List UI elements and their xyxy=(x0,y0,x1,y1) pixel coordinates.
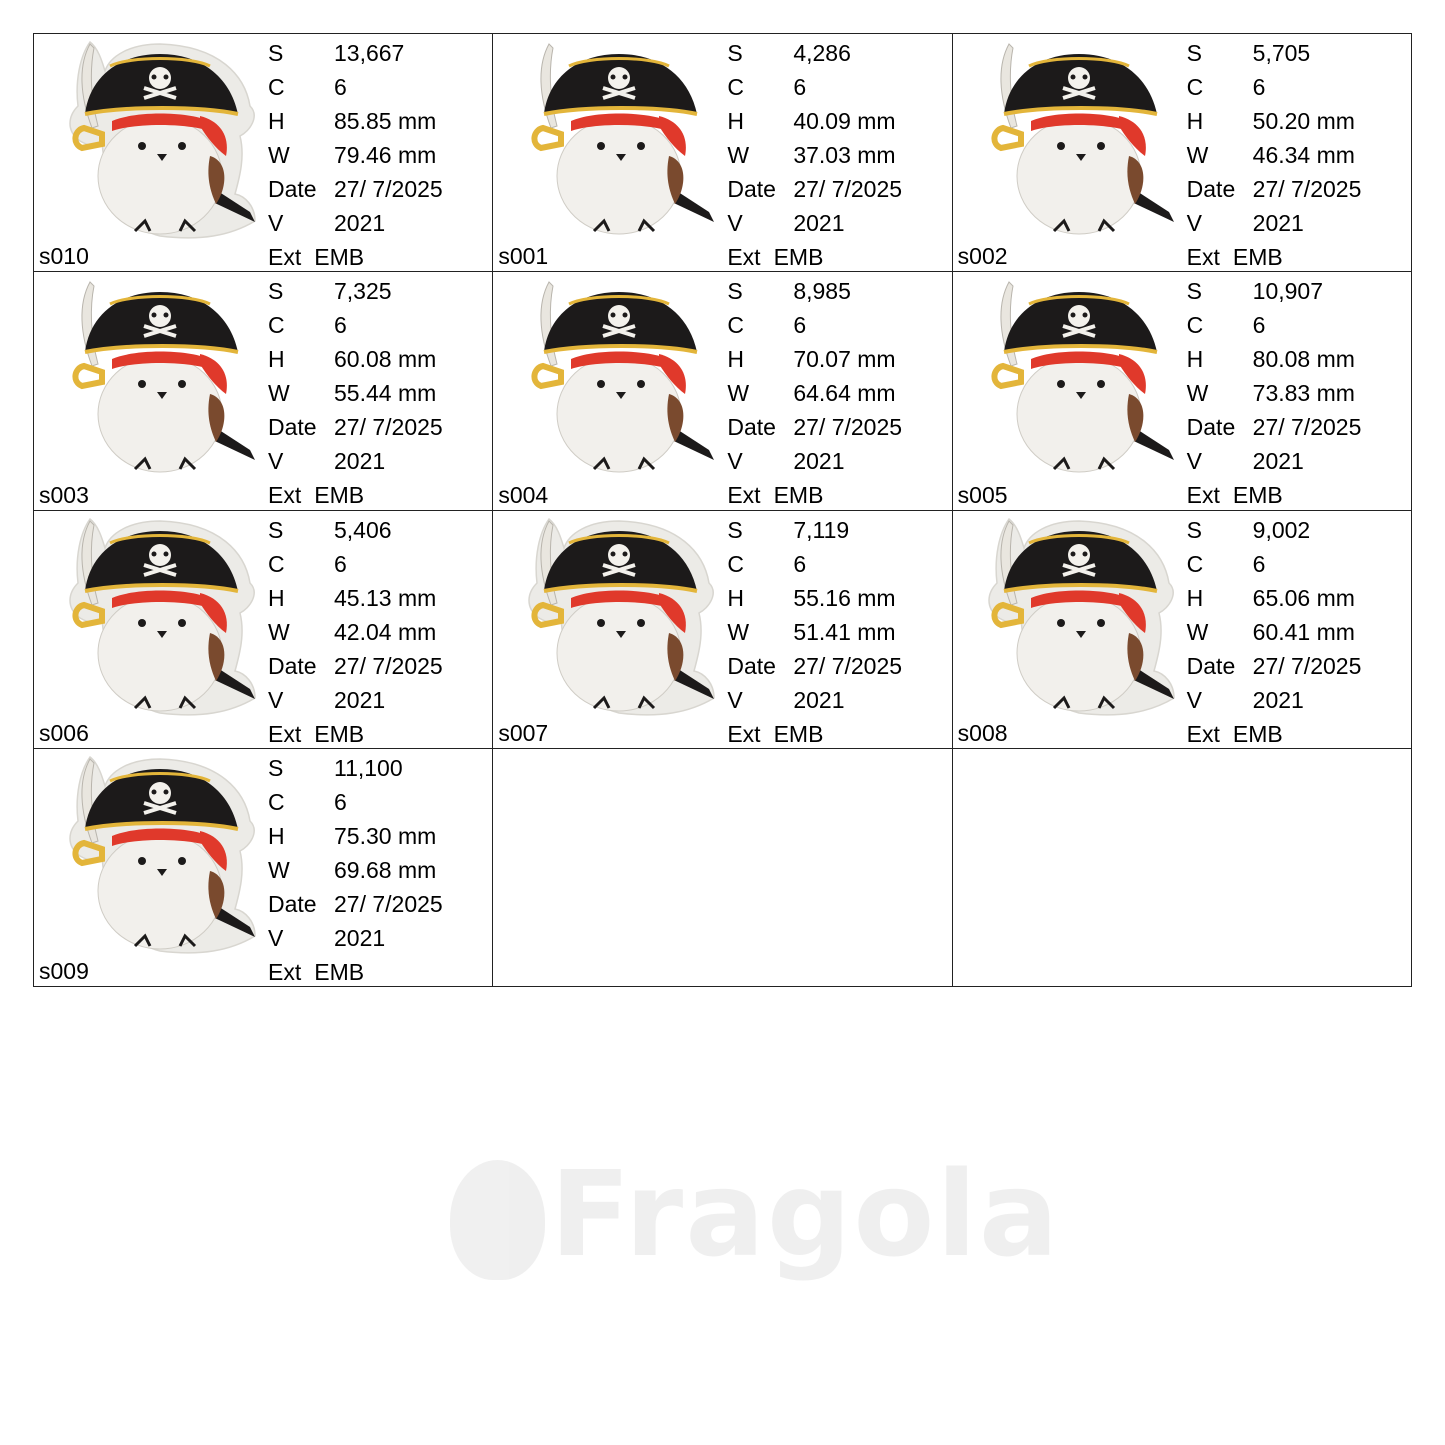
spec-value: 27/ 7/2025 xyxy=(793,176,903,202)
spec-row-ext xyxy=(727,717,902,749)
spec-label: Ext xyxy=(727,720,761,747)
pirate-bird-thumbnail xyxy=(969,36,1184,241)
spec-row-date xyxy=(1187,649,1362,683)
spec-value: EMB xyxy=(773,244,824,270)
spec-value: 69.68 mm xyxy=(334,856,437,883)
spec-value: 79.46 mm xyxy=(334,142,437,168)
spec-value: 5,705 xyxy=(1252,40,1311,66)
spec-row-ext xyxy=(268,478,443,510)
spec-row-date xyxy=(1187,172,1362,206)
spec-label: S xyxy=(268,40,284,66)
spec-row-h xyxy=(727,104,902,138)
spec-label: W xyxy=(727,142,750,168)
spec-label: W xyxy=(268,856,290,883)
spec-label: H xyxy=(1186,584,1204,611)
spec-value: EMB xyxy=(314,244,365,270)
design-id: s007 xyxy=(498,719,549,746)
spec-label: V xyxy=(1186,686,1202,713)
design-id: s003 xyxy=(39,481,89,508)
spec-label: Date xyxy=(1186,652,1236,679)
watermark-text: Fragola xyxy=(550,1145,1061,1283)
design-specs xyxy=(268,751,443,987)
spec-value: 6 xyxy=(793,74,807,100)
spec-value: 40.09 mm xyxy=(793,108,896,134)
spec-row-h xyxy=(268,581,443,615)
spec-value: 5,406 xyxy=(334,516,392,543)
spec-label: V xyxy=(268,924,284,951)
spec-row-h xyxy=(1187,104,1362,138)
spec-value: 6 xyxy=(1252,312,1266,339)
design-specs xyxy=(727,274,902,510)
spec-value: 80.08 mm xyxy=(1252,346,1355,373)
spec-label: W xyxy=(268,618,290,645)
spec-row-s xyxy=(1187,274,1362,308)
design-card xyxy=(953,272,1412,510)
spec-row-w xyxy=(1187,615,1362,649)
spec-row-w xyxy=(1187,376,1362,410)
spec-row-ext xyxy=(727,478,902,510)
spec-row-c xyxy=(1187,547,1362,581)
spec-label: Ext xyxy=(268,482,302,509)
pirate-bird-thumbnail xyxy=(50,36,265,241)
spec-row-v xyxy=(268,683,443,717)
spec-row-s xyxy=(268,513,443,547)
spec-label: S xyxy=(727,278,743,305)
spec-value: 50.20 mm xyxy=(1252,108,1355,134)
spec-label: W xyxy=(1186,618,1209,645)
spec-label: Date xyxy=(268,414,317,441)
pirate-bird-thumbnail xyxy=(969,274,1184,479)
spec-row-v xyxy=(727,206,902,240)
spec-row-date xyxy=(1187,410,1362,444)
spec-row-h xyxy=(727,581,902,615)
spec-row-s xyxy=(268,274,443,308)
spec-label: Ext xyxy=(268,958,302,985)
spec-label: V xyxy=(1186,210,1202,236)
design-card xyxy=(34,34,493,272)
strawberry-logo-icon xyxy=(450,1160,545,1280)
spec-value: 13,667 xyxy=(334,40,405,66)
spec-row-date xyxy=(268,887,443,921)
spec-row-v xyxy=(727,683,902,717)
spec-label: C xyxy=(727,550,744,577)
spec-value: 10,907 xyxy=(1252,278,1324,305)
spec-row-c xyxy=(268,547,443,581)
spec-label: S xyxy=(1186,40,1202,66)
spec-label: Date xyxy=(268,652,317,679)
design-card xyxy=(493,511,952,749)
spec-value: 70.07 mm xyxy=(793,346,896,373)
spec-value: 75.30 mm xyxy=(334,822,437,849)
spec-label: C xyxy=(268,788,285,815)
spec-label: W xyxy=(727,380,750,407)
spec-label: Date xyxy=(727,176,776,202)
design-specs xyxy=(1187,513,1362,749)
spec-label: W xyxy=(268,142,290,168)
spec-row-c xyxy=(727,70,902,104)
spec-value: 42.04 mm xyxy=(334,618,437,645)
spec-value: 2021 xyxy=(793,448,845,475)
spec-label: S xyxy=(1186,516,1202,543)
spec-value: EMB xyxy=(314,958,365,985)
spec-value: 7,119 xyxy=(793,516,850,543)
spec-value: 6 xyxy=(1252,550,1266,577)
spec-row-c xyxy=(268,308,443,342)
spec-row-w xyxy=(268,615,443,649)
spec-value: 27/ 7/2025 xyxy=(793,414,903,441)
spec-row-w xyxy=(727,376,902,410)
spec-value: 27/ 7/2025 xyxy=(1252,414,1362,441)
spec-value: 6 xyxy=(793,550,807,577)
spec-label: Ext xyxy=(727,244,761,270)
spec-value: 64.64 mm xyxy=(793,380,896,407)
spec-value: 51.41 mm xyxy=(793,618,896,645)
spec-row-date xyxy=(268,649,443,683)
spec-label: Ext xyxy=(268,244,302,270)
spec-label: V xyxy=(268,686,284,713)
spec-label: Ext xyxy=(727,482,761,509)
spec-row-s xyxy=(1187,513,1362,547)
design-card xyxy=(493,272,952,510)
design-specs xyxy=(268,274,443,510)
spec-label: Date xyxy=(727,652,776,679)
spec-label: V xyxy=(1186,448,1202,475)
spec-row-h xyxy=(268,104,443,138)
spec-label: Ext xyxy=(1186,482,1220,509)
spec-value: 65.06 mm xyxy=(1252,584,1355,611)
spec-row-v xyxy=(268,206,443,240)
spec-label: H xyxy=(727,108,744,134)
spec-label: Ext xyxy=(1186,244,1220,270)
design-card xyxy=(34,272,493,510)
spec-label: V xyxy=(268,448,284,475)
spec-label: S xyxy=(268,516,284,543)
spec-label: H xyxy=(268,346,285,373)
design-card xyxy=(493,34,952,272)
spec-value: 6 xyxy=(793,312,807,339)
spec-value: 27/ 7/2025 xyxy=(334,176,443,202)
design-card xyxy=(953,34,1412,272)
spec-value: 27/ 7/2025 xyxy=(1252,176,1362,202)
spec-label: V xyxy=(727,686,743,713)
design-grid xyxy=(33,33,1412,987)
spec-row-s xyxy=(727,513,902,547)
spec-label: W xyxy=(268,380,290,407)
design-id: s001 xyxy=(498,243,549,270)
spec-value: 2021 xyxy=(793,210,845,236)
spec-label: H xyxy=(268,584,285,611)
spec-value: 37.03 mm xyxy=(793,142,896,168)
pirate-bird-thumbnail xyxy=(50,513,265,718)
spec-value: 27/ 7/2025 xyxy=(334,890,443,917)
spec-value: 73.83 mm xyxy=(1252,380,1355,407)
spec-row-w xyxy=(1187,138,1362,172)
spec-value: 6 xyxy=(334,74,347,100)
spec-row-ext xyxy=(727,240,902,272)
pirate-bird-thumbnail xyxy=(509,513,724,718)
design-id: s004 xyxy=(498,481,549,508)
spec-value: 9,002 xyxy=(1252,516,1311,543)
spec-row-h xyxy=(1187,581,1362,615)
spec-value: EMB xyxy=(1232,720,1283,747)
spec-row-w xyxy=(268,853,443,887)
spec-row-date xyxy=(727,410,902,444)
spec-value: 55.44 mm xyxy=(334,380,437,407)
design-specs xyxy=(1187,36,1362,272)
empty-cell xyxy=(953,749,1412,987)
spec-row-s xyxy=(268,36,443,70)
spec-value: EMB xyxy=(314,482,365,509)
spec-label: C xyxy=(1186,312,1204,339)
empty-cell xyxy=(493,749,952,987)
spec-row-ext xyxy=(1187,240,1362,272)
spec-value: 7,325 xyxy=(334,278,392,305)
spec-value: 6 xyxy=(334,312,347,339)
spec-label: C xyxy=(268,74,285,100)
pirate-bird-thumbnail xyxy=(509,36,724,241)
spec-label: C xyxy=(1186,550,1204,577)
spec-label: W xyxy=(1186,142,1209,168)
spec-value: 60.08 mm xyxy=(334,346,437,373)
spec-label: Date xyxy=(268,890,317,917)
spec-value: 2021 xyxy=(334,448,386,475)
design-id: s006 xyxy=(39,719,89,746)
design-card xyxy=(953,511,1412,749)
spec-value: 4,286 xyxy=(793,40,851,66)
spec-value: 2021 xyxy=(334,924,386,951)
spec-value: 6 xyxy=(334,788,347,815)
spec-row-date xyxy=(727,649,902,683)
spec-row-w xyxy=(727,615,902,649)
design-specs xyxy=(268,513,443,749)
spec-label: W xyxy=(1186,380,1209,407)
spec-value: 2021 xyxy=(1252,686,1304,713)
spec-label: Ext xyxy=(268,720,302,747)
spec-row-ext xyxy=(1187,478,1362,510)
spec-value: 6 xyxy=(334,550,347,577)
spec-value: 2021 xyxy=(1252,210,1304,236)
spec-row-h xyxy=(727,342,902,376)
spec-row-date xyxy=(727,172,902,206)
spec-row-ext xyxy=(268,955,443,987)
spec-label: C xyxy=(727,74,744,100)
spec-label: Date xyxy=(268,176,317,202)
spec-row-v xyxy=(268,444,443,478)
pirate-bird-thumbnail xyxy=(969,513,1184,718)
spec-value: 2021 xyxy=(1252,448,1304,475)
design-id: s010 xyxy=(39,243,89,270)
spec-row-ext xyxy=(1187,717,1362,749)
spec-value: 55.16 mm xyxy=(793,584,896,611)
spec-row-h xyxy=(1187,342,1362,376)
spec-label: H xyxy=(268,108,285,134)
spec-row-ext xyxy=(268,717,443,749)
design-specs xyxy=(268,36,443,272)
spec-value: 2021 xyxy=(334,210,386,236)
spec-row-c xyxy=(268,785,443,819)
spec-row-h xyxy=(268,342,443,376)
spec-value: 85.85 mm xyxy=(334,108,437,134)
spec-value: EMB xyxy=(773,720,824,747)
spec-row-c xyxy=(1187,70,1362,104)
spec-label: S xyxy=(1186,278,1202,305)
design-card xyxy=(34,749,493,987)
spec-value: 2021 xyxy=(334,686,386,713)
design-id: s008 xyxy=(957,719,1008,746)
spec-row-v xyxy=(268,921,443,955)
spec-row-s xyxy=(727,36,902,70)
spec-row-s xyxy=(1187,36,1362,70)
spec-label: Ext xyxy=(1186,720,1220,747)
spec-label: H xyxy=(1186,346,1204,373)
spec-label: H xyxy=(268,822,285,849)
pirate-bird-thumbnail xyxy=(50,751,265,956)
design-specs xyxy=(1187,274,1362,510)
spec-value: EMB xyxy=(1232,482,1283,509)
spec-row-v xyxy=(1187,683,1362,717)
design-card xyxy=(34,511,493,749)
spec-row-v xyxy=(1187,206,1362,240)
spec-row-w xyxy=(268,138,443,172)
spec-value: 27/ 7/2025 xyxy=(334,652,443,679)
spec-row-c xyxy=(1187,308,1362,342)
spec-row-s xyxy=(268,751,443,785)
spec-label: W xyxy=(727,618,750,645)
spec-label: S xyxy=(727,516,743,543)
spec-value: 46.34 mm xyxy=(1252,142,1355,168)
spec-label: H xyxy=(1186,108,1204,134)
spec-row-w xyxy=(727,138,902,172)
spec-label: S xyxy=(268,278,284,305)
spec-label: C xyxy=(727,312,744,339)
spec-row-c xyxy=(727,308,902,342)
spec-label: V xyxy=(268,210,284,236)
spec-label: H xyxy=(727,346,744,373)
spec-label: Date xyxy=(1186,176,1236,202)
spec-label: V xyxy=(727,448,743,475)
design-id: s002 xyxy=(957,243,1008,270)
spec-value: 2021 xyxy=(793,686,845,713)
design-specs xyxy=(727,36,902,272)
spec-row-date xyxy=(268,172,443,206)
spec-row-w xyxy=(268,376,443,410)
spec-label: C xyxy=(268,550,285,577)
spec-value: 27/ 7/2025 xyxy=(793,652,903,679)
spec-row-v xyxy=(727,444,902,478)
design-id: s009 xyxy=(39,958,89,984)
spec-row-c xyxy=(268,70,443,104)
spec-value: EMB xyxy=(314,720,365,747)
spec-value: 60.41 mm xyxy=(1252,618,1355,645)
spec-value: EMB xyxy=(773,482,824,509)
design-specs xyxy=(727,513,902,749)
spec-value: 45.13 mm xyxy=(334,584,437,611)
spec-row-c xyxy=(727,547,902,581)
spec-label: Date xyxy=(1186,414,1236,441)
spec-value: 27/ 7/2025 xyxy=(334,414,443,441)
spec-value: EMB xyxy=(1232,244,1283,270)
spec-label: S xyxy=(268,754,284,781)
pirate-bird-thumbnail xyxy=(509,274,724,479)
spec-row-ext xyxy=(268,240,443,272)
spec-row-v xyxy=(1187,444,1362,478)
spec-label: Date xyxy=(727,414,776,441)
spec-row-date xyxy=(268,410,443,444)
spec-label: V xyxy=(727,210,743,236)
spec-row-s xyxy=(727,274,902,308)
spec-label: H xyxy=(727,584,744,611)
watermark xyxy=(450,1145,1061,1290)
spec-label: C xyxy=(268,312,285,339)
spec-value: 11,100 xyxy=(334,754,403,781)
spec-value: 8,985 xyxy=(793,278,851,305)
spec-value: 27/ 7/2025 xyxy=(1252,652,1362,679)
spec-label: S xyxy=(727,40,743,66)
spec-row-h xyxy=(268,819,443,853)
spec-value: 6 xyxy=(1252,74,1266,100)
design-id: s005 xyxy=(957,481,1008,508)
pirate-bird-thumbnail xyxy=(50,274,265,479)
spec-label: C xyxy=(1186,74,1204,100)
